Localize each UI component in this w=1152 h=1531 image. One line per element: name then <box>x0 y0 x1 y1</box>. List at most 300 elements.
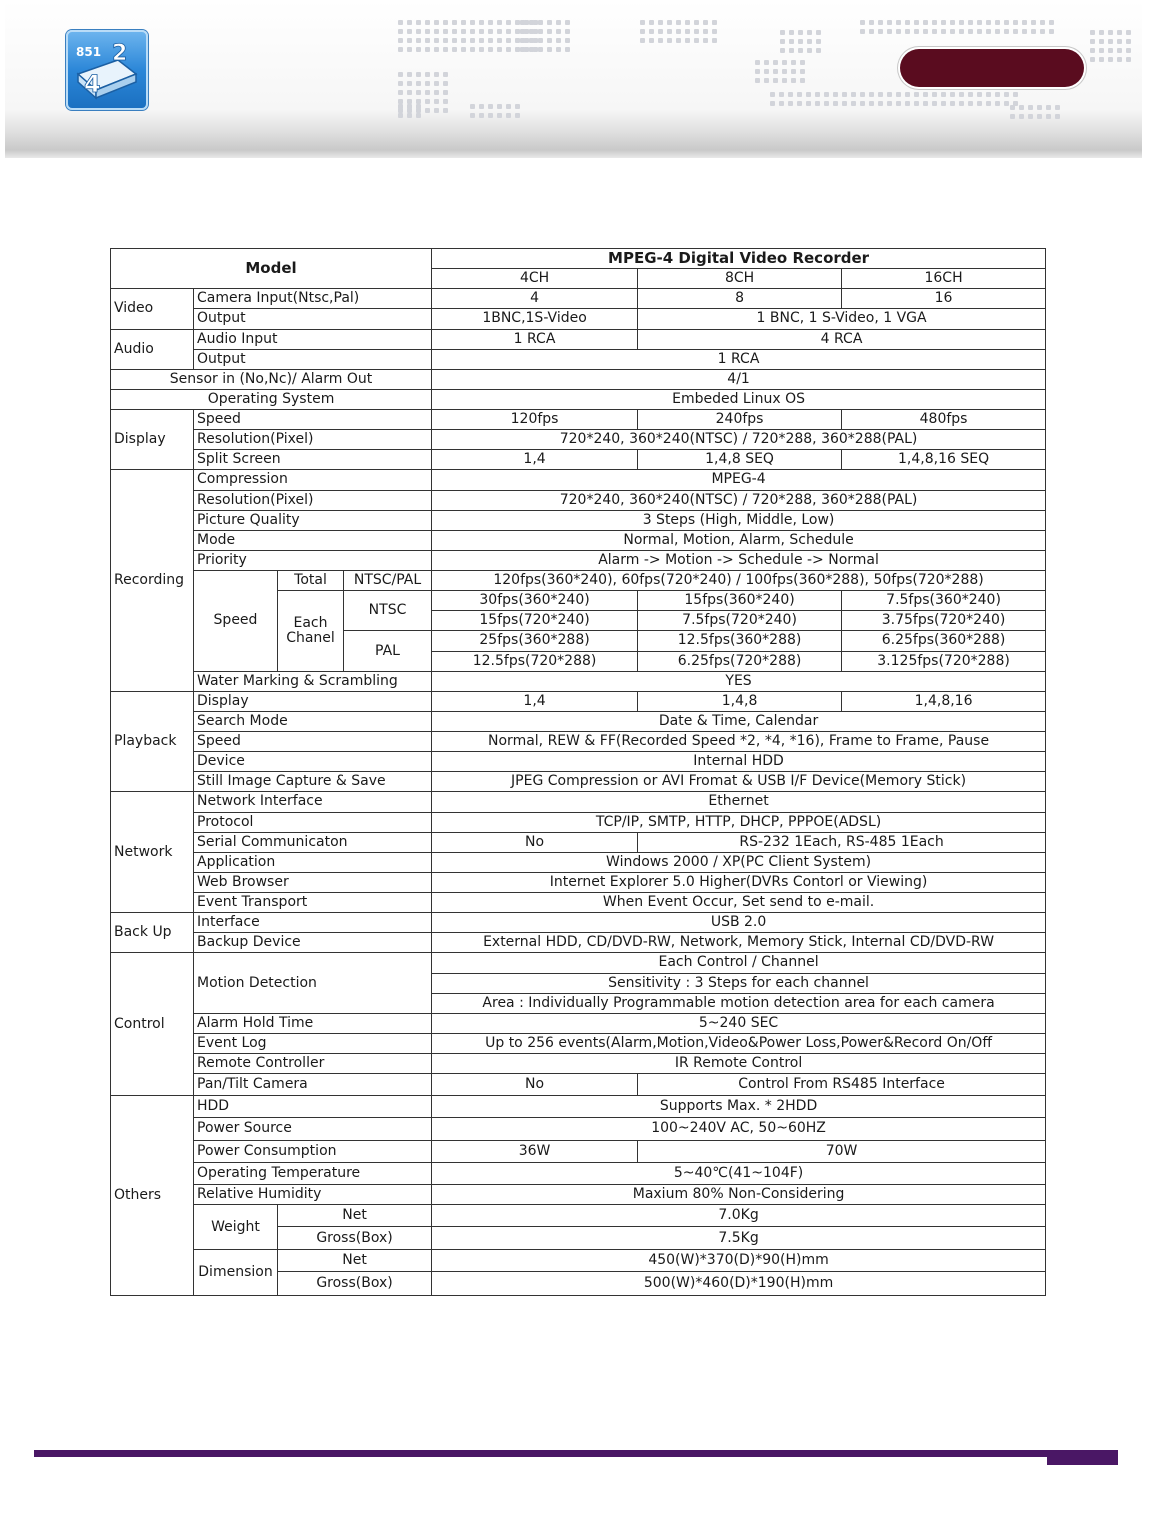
header-dot <box>995 101 1000 106</box>
weight-net-label: Net <box>278 1204 432 1226</box>
ntsc-label: NTSC <box>344 591 432 631</box>
cell: Ethernet <box>432 792 1046 812</box>
cell: 480fps <box>842 410 1046 430</box>
cell: External HDD, CD/DVD-RW, Network, Memory Stick, Internal CD/DVD-RW <box>432 933 1046 953</box>
header-dot <box>565 38 570 43</box>
header-dot <box>497 29 502 34</box>
dimension-net-label: Net <box>278 1250 432 1272</box>
table-row <box>111 1054 1046 1074</box>
header-dot <box>833 101 838 106</box>
header-dot <box>1004 101 1009 106</box>
header-dot <box>950 92 955 97</box>
header-dot <box>676 38 681 43</box>
header-dot <box>506 104 511 109</box>
header-dot <box>1126 39 1131 44</box>
table-row <box>111 1140 1046 1162</box>
header-dot <box>703 38 708 43</box>
each-channel-label <box>278 591 344 672</box>
header-dot <box>538 20 543 25</box>
row-label: Event Log <box>194 1033 432 1053</box>
header-dot <box>649 29 654 34</box>
header-dot <box>1117 30 1122 35</box>
header-dot <box>932 92 937 97</box>
header-dot <box>1046 114 1051 119</box>
header-dot <box>425 29 430 34</box>
cell: 1 BNC, 1 S-Video, 1 VGA <box>638 309 1046 329</box>
header-dot <box>1117 57 1122 62</box>
header-dot <box>869 20 874 25</box>
header-dot <box>780 30 785 35</box>
header-dot <box>923 20 928 25</box>
header-dot <box>658 38 663 43</box>
header-dot <box>791 69 796 74</box>
cell: 450(W)*370(D)*90(H)mm <box>432 1250 1046 1272</box>
header-dot <box>1108 39 1113 44</box>
table-row <box>111 893 1046 913</box>
row-label: Alarm Hold Time <box>194 1013 432 1033</box>
header-dot <box>712 20 717 25</box>
cell: Up to 256 events(Alarm,Motion,Video&Power Loss,Power&Record On/Off <box>432 1033 1046 1053</box>
header-dot <box>789 39 794 44</box>
header-dot <box>416 113 421 118</box>
header-dot <box>977 20 982 25</box>
header-dot <box>887 29 892 34</box>
cell: 7.5fps(360*240) <box>842 591 1046 611</box>
header-dot <box>694 38 699 43</box>
cell: TCP/IP, SMTP, HTTP, DHCP, PPPOE(ADSL) <box>432 812 1046 832</box>
table-row <box>111 1118 1046 1140</box>
header-dot <box>782 69 787 74</box>
header-dot <box>676 29 681 34</box>
header-dot <box>488 38 493 43</box>
header-dot <box>782 60 787 65</box>
cell: 7.5Kg <box>432 1227 1046 1250</box>
table-row <box>111 1184 1046 1204</box>
table-row <box>111 752 1046 772</box>
cell: Each Control / Channel <box>432 953 1046 973</box>
header-dot <box>878 101 883 106</box>
table-row <box>111 430 1046 450</box>
cell: 500(W)*460(D)*190(H)mm <box>432 1272 1046 1296</box>
header-dot <box>1108 30 1113 35</box>
footer-tab <box>1047 1450 1118 1465</box>
header-dot <box>407 90 412 95</box>
header-dot <box>443 38 448 43</box>
group-label: Recording <box>111 470 194 691</box>
header-dot <box>878 20 883 25</box>
row-label: Compression <box>194 470 432 490</box>
cell: USB 2.0 <box>432 913 1046 933</box>
header-dot <box>425 90 430 95</box>
cell: Normal, Motion, Alarm, Schedule <box>432 530 1046 550</box>
header-dot <box>1022 20 1027 25</box>
header-dot <box>461 20 466 25</box>
cell: 7.5fps(720*240) <box>638 611 842 631</box>
header-dot <box>676 20 681 25</box>
cell: Embeded Linux OS <box>432 389 1046 409</box>
header-dot <box>515 29 520 34</box>
header-dot <box>649 38 654 43</box>
cell: Sensitivity : 3 Steps for each channel <box>432 973 1046 993</box>
header-dot <box>1046 105 1051 110</box>
group-label: Others <box>111 1096 194 1296</box>
header-dot <box>779 92 784 97</box>
header-dot <box>649 20 654 25</box>
header-dot <box>461 38 466 43</box>
row-label: HDD <box>194 1096 432 1118</box>
header-dot <box>968 29 973 34</box>
header-dot <box>538 38 543 43</box>
header-dot <box>1031 29 1036 34</box>
header-dot <box>798 48 803 53</box>
header-dot <box>950 101 955 106</box>
header-dot <box>1010 105 1015 110</box>
header-dot <box>1099 48 1104 53</box>
header-dot <box>443 72 448 77</box>
header-dot <box>851 101 856 106</box>
header-dot <box>959 29 964 34</box>
table-row <box>111 1033 1046 1053</box>
header-dot <box>425 20 430 25</box>
header-dot <box>986 92 991 97</box>
header-dot <box>520 38 525 43</box>
header-dot <box>556 29 561 34</box>
header-dot <box>914 20 919 25</box>
header-dot <box>986 20 991 25</box>
header-dot <box>416 81 421 86</box>
header-dot <box>398 90 403 95</box>
header-dot <box>529 47 534 52</box>
table-row <box>111 289 1046 309</box>
header-dot <box>869 29 874 34</box>
row-label: Speed <box>194 732 432 752</box>
header-dot <box>1090 30 1095 35</box>
header-dot <box>800 60 805 65</box>
header-dot <box>1019 114 1024 119</box>
header-dot <box>800 69 805 74</box>
cell: 4/1 <box>432 369 1046 389</box>
header-dot <box>640 29 645 34</box>
row-label: Serial Communicaton <box>194 832 432 852</box>
cell: RS-232 1Each, RS-485 1Each <box>638 832 1046 852</box>
header-dot <box>905 20 910 25</box>
table-row <box>111 872 1046 892</box>
header-dot <box>398 113 403 118</box>
header-dot <box>959 92 964 97</box>
cell: No <box>432 832 638 852</box>
model-label: Model <box>111 249 432 289</box>
header-dot <box>529 38 534 43</box>
row-label: Output <box>194 309 432 329</box>
table-row <box>111 450 1046 470</box>
header-dot <box>780 39 785 44</box>
cell: 1,4,8,16 SEQ <box>842 450 1046 470</box>
table-title: MPEG-4 Digital Video Recorder <box>432 249 1046 269</box>
header-dot <box>407 113 412 118</box>
cell: 30fps(360*240) <box>432 591 638 611</box>
header-dot <box>515 20 520 25</box>
cell: 120fps(360*240), 60fps(720*240) / 100fps(360*288), 50fps(720*288) <box>432 571 1046 591</box>
table-row <box>111 1013 1046 1033</box>
row-label: Pan/Tilt Camera <box>194 1074 432 1096</box>
channel-header: 16CH <box>842 269 1046 289</box>
header-dot <box>407 47 412 52</box>
header-dot <box>968 20 973 25</box>
header-dot <box>755 78 760 83</box>
cell: 3 Steps (High, Middle, Low) <box>432 510 1046 530</box>
cell: 1,4,8 SEQ <box>638 450 842 470</box>
header-dot <box>788 92 793 97</box>
header-dot <box>434 20 439 25</box>
header-dot <box>515 47 520 52</box>
header-dot <box>547 29 552 34</box>
header-dot <box>470 104 475 109</box>
header-dot <box>520 29 525 34</box>
header-dot <box>977 101 982 106</box>
header-dot <box>434 99 439 104</box>
header-dot <box>712 38 717 43</box>
header-dot <box>1037 114 1042 119</box>
header-dot <box>470 47 475 52</box>
cell: JPEG Compression or AVI Fromat & USB I/F Device(Memory Stick) <box>432 772 1046 792</box>
header-dot <box>425 47 430 52</box>
cell: MPEG-4 <box>432 470 1046 490</box>
cell: 6.25fps(720*288) <box>638 651 842 671</box>
header-dot <box>800 78 805 83</box>
group-label: Playback <box>111 691 194 792</box>
dimension-label: Dimension <box>194 1250 278 1296</box>
table-row <box>111 832 1046 852</box>
header-dot <box>815 101 820 106</box>
footer-rule <box>34 1450 1118 1457</box>
row-label: Search Mode <box>194 711 432 731</box>
header-dot <box>941 20 946 25</box>
header-dot <box>506 20 511 25</box>
header-dot <box>479 20 484 25</box>
each-label: Each <box>293 614 328 631</box>
row-label: Web Browser <box>194 872 432 892</box>
header-dot <box>1099 30 1104 35</box>
header-dot <box>434 38 439 43</box>
header-dot <box>896 92 901 97</box>
row-label: Audio Input <box>194 329 432 349</box>
cell: 15fps(720*240) <box>432 611 638 631</box>
table-row <box>111 1250 1046 1272</box>
row-label: Picture Quality <box>194 510 432 530</box>
header-dot <box>977 92 982 97</box>
header-dot <box>703 29 708 34</box>
cell: Internet Explorer 5.0 Higher(DVRs Contorl or Viewing) <box>432 872 1046 892</box>
header-dot <box>1037 105 1042 110</box>
header-dot <box>434 81 439 86</box>
header-dot <box>547 47 552 52</box>
header-dot <box>1031 20 1036 25</box>
header-dot <box>1013 20 1018 25</box>
header-dot <box>479 113 484 118</box>
cell: 12.5fps(360*288) <box>638 631 842 651</box>
cell: Maxium 80% Non-Considering <box>432 1184 1046 1204</box>
header-dot <box>941 29 946 34</box>
group-label: Control <box>111 953 194 1096</box>
header-dot <box>398 38 403 43</box>
header-dot <box>816 39 821 44</box>
header-dot <box>547 38 552 43</box>
table-row <box>111 1162 1046 1184</box>
cell: Normal, REW & FF(Recorded Speed *2, *4, *16), Frame to Frame, Pause <box>432 732 1046 752</box>
header-dot <box>547 20 552 25</box>
header-dot <box>416 72 421 77</box>
header-dot <box>556 38 561 43</box>
header-dot <box>407 104 412 109</box>
header-dot <box>773 69 778 74</box>
header-dot <box>434 90 439 95</box>
header-dot <box>842 101 847 106</box>
header-dot <box>798 30 803 35</box>
cell: Alarm -> Motion -> Schedule -> Normal <box>432 550 1046 570</box>
header-dot <box>791 60 796 65</box>
header-dot <box>425 81 430 86</box>
table-row <box>111 249 1046 269</box>
header-dot <box>497 104 502 109</box>
cell: YES <box>432 671 1046 691</box>
header-dot <box>479 38 484 43</box>
header-dot <box>923 29 928 34</box>
header-dot <box>923 92 928 97</box>
header-dot <box>565 29 570 34</box>
header-dot <box>703 20 708 25</box>
header-dot <box>860 29 865 34</box>
header-dot <box>515 38 520 43</box>
header-dot <box>538 47 543 52</box>
header-dot <box>658 29 663 34</box>
header-dot <box>842 92 847 97</box>
cell: 15fps(360*240) <box>638 591 842 611</box>
header-dot <box>515 104 520 109</box>
group-label: Back Up <box>111 913 194 953</box>
header-dot <box>1022 29 1027 34</box>
header-dot <box>452 20 457 25</box>
header-dot <box>398 29 403 34</box>
header-dot <box>565 47 570 52</box>
header-dot <box>968 101 973 106</box>
header-dot <box>887 20 892 25</box>
header-dot <box>398 47 403 52</box>
header-dot <box>1028 105 1033 110</box>
header-dot <box>416 38 421 43</box>
header-dot <box>905 92 910 97</box>
header-dot <box>398 99 403 104</box>
cell: No <box>432 1074 638 1096</box>
header-dot <box>1126 57 1131 62</box>
table-row <box>111 852 1046 872</box>
header-dot <box>640 38 645 43</box>
logo-graphic <box>66 30 148 110</box>
row-label: Remote Controller <box>194 1054 432 1074</box>
header-dot <box>434 72 439 77</box>
cell: Internal HDD <box>432 752 1046 772</box>
header-dot <box>1099 57 1104 62</box>
cell: 36W <box>432 1140 638 1162</box>
weight-gross-label: Gross(Box) <box>278 1227 432 1250</box>
table-row <box>111 1096 1046 1118</box>
cell: 6.25fps(360*288) <box>842 631 1046 651</box>
header-dot <box>1040 29 1045 34</box>
header-dot <box>797 101 802 106</box>
header-dot <box>506 29 511 34</box>
table-row <box>111 711 1046 731</box>
header-dot <box>995 20 1000 25</box>
cell: 5~40℃(41~104F) <box>432 1162 1046 1184</box>
header-dot <box>497 20 502 25</box>
header-dot <box>770 92 775 97</box>
row-label: Operating Temperature <box>194 1162 432 1184</box>
header-accent-pill <box>900 49 1084 87</box>
row-label: Motion Detection <box>194 953 432 1013</box>
cell: 120fps <box>432 410 638 430</box>
header-dot <box>1090 57 1095 62</box>
header-dot <box>950 20 955 25</box>
header-dot <box>529 20 534 25</box>
header-dot <box>779 101 784 106</box>
cell: Control From RS485 Interface <box>638 1074 1046 1096</box>
header-dot <box>658 20 663 25</box>
channel-header: 4CH <box>432 269 638 289</box>
cell: Area : Individually Programmable motion detection area for each camera <box>432 993 1046 1013</box>
header-dot <box>896 101 901 106</box>
logo-big-top: 2 <box>112 41 128 66</box>
header-dot <box>488 47 493 52</box>
row-label: Interface <box>194 913 432 933</box>
dimension-gross-label: Gross(Box) <box>278 1272 432 1296</box>
cell: Date & Time, Calendar <box>432 711 1046 731</box>
header-dot <box>1004 20 1009 25</box>
table-row <box>111 349 1046 369</box>
table-row <box>111 329 1046 349</box>
header-dot <box>434 108 439 113</box>
speed-label: Speed <box>194 571 278 672</box>
header-dot <box>878 92 883 97</box>
header-dot <box>452 29 457 34</box>
row-label: Application <box>194 852 432 872</box>
header-dot <box>685 20 690 25</box>
header-dot <box>959 20 964 25</box>
header-dot <box>780 48 785 53</box>
header-dot <box>407 38 412 43</box>
header-dot <box>1049 29 1054 34</box>
header-dot <box>443 20 448 25</box>
header-dot <box>815 92 820 97</box>
header-dot <box>506 113 511 118</box>
header-dot <box>640 20 645 25</box>
row-label: Camera Input(Ntsc,Pal) <box>194 289 432 309</box>
header-dot <box>1099 39 1104 44</box>
header-dot <box>1108 57 1113 62</box>
header-dot <box>497 113 502 118</box>
header-dot <box>497 38 502 43</box>
cell: 8 <box>638 289 842 309</box>
cell: 25fps(360*288) <box>432 631 638 651</box>
header-dot <box>959 101 964 106</box>
header-dot <box>488 104 493 109</box>
cell: 720*240, 360*240(NTSC) / 720*288, 360*288(PAL) <box>432 430 1046 450</box>
row-label: Protocol <box>194 812 432 832</box>
header-dot <box>685 29 690 34</box>
cell: Windows 2000 / XP(PC Client System) <box>432 852 1046 872</box>
header-dot <box>1004 29 1009 34</box>
header-dot <box>479 29 484 34</box>
header-dot <box>887 92 892 97</box>
row-label: Display <box>194 691 432 711</box>
